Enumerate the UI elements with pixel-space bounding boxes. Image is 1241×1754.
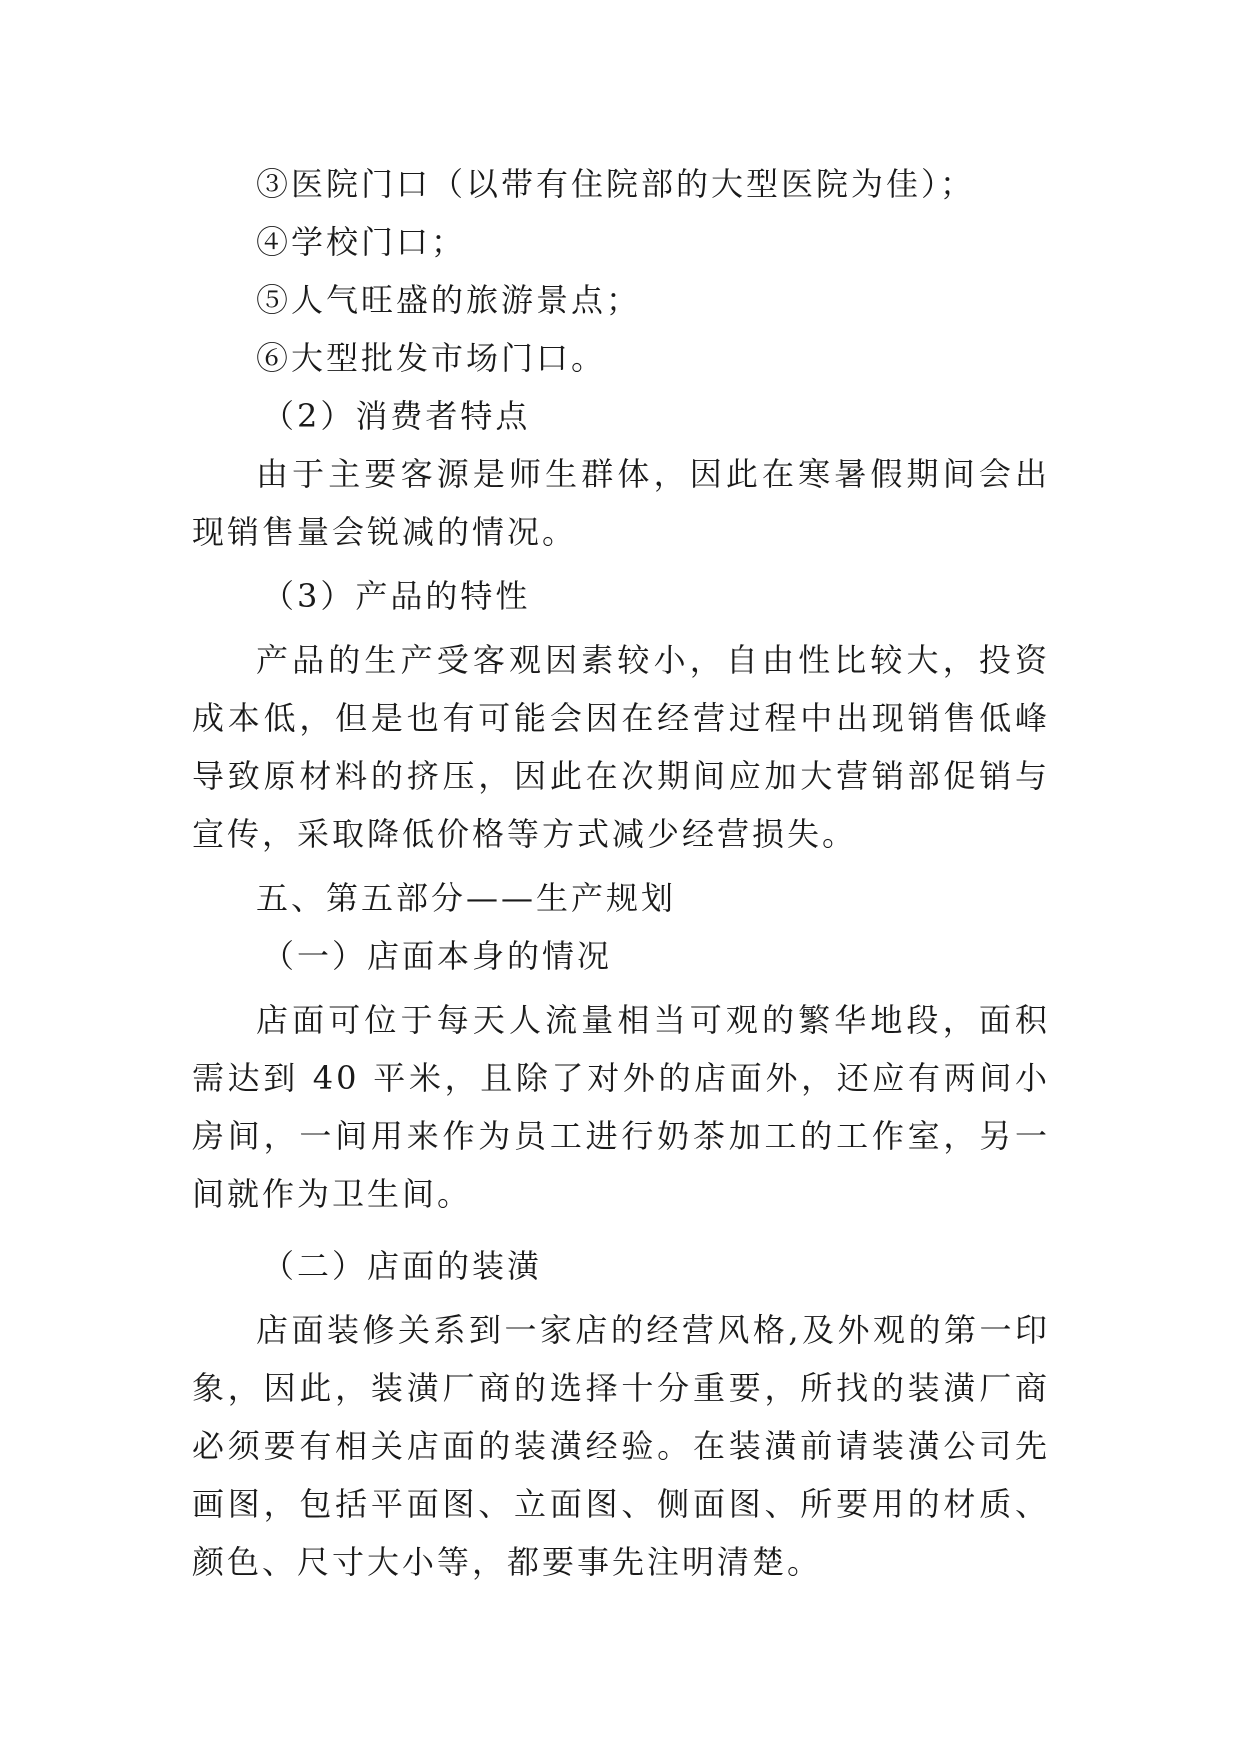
section-heading-product: （3）产品的特性 xyxy=(262,577,531,615)
list-item-hospital: ③医院门口（以带有住院部的大型医院为佳）； xyxy=(256,165,976,203)
paragraph-decoration: 店面装修关系到一家店的经营风格,及外观的第一印象，因此，装潢厂商的选择十分重要，所找的装潢厂商必须要有相关店面的装潢经验。在装潢前请装潢公司先画图，包括平面图、立面图、侧面图、所要用的材质、颜色、尺寸大小等，都要事先注明清楚。 xyxy=(192,1311,1050,1581)
paragraph-storefront: 店面可位于每天人流量相当可观的繁华地段，面积需达到 40 平米，且除了对外的店面外，还应有两间小房间，一间用来作为员工进行奶茶加工的工作室，另一间就作为卫生间。 xyxy=(192,1001,1050,1213)
list-item-tourist-spot: ⑤人气旺盛的旅游景点； xyxy=(256,281,642,319)
list-item-school: ④学校门口； xyxy=(256,223,467,261)
document-body xyxy=(192,155,1050,1591)
paragraph-product: 产品的生产受客观因素较小，自由性比较大，投资成本低，但是也有可能会因在经营过程中出现销售低峰导致原材料的挤压，因此在次期间应加大营销部促销与宣传，采取降低价格等方式减少经营损失。 xyxy=(192,641,1050,853)
section-heading-consumer: （2）消费者特点 xyxy=(262,397,531,435)
subsection-heading-decoration: （二）店面的装潢 xyxy=(262,1247,543,1285)
part-heading-production: 五、第五部分——生产规划 xyxy=(256,879,677,917)
paragraph-consumer: 由于主要客源是师生群体，因此在寒暑假期间会出现销售量会锐减的情况。 xyxy=(192,455,1050,551)
list-item-wholesale-market: ⑥大型批发市场门口。 xyxy=(256,339,607,377)
subsection-heading-storefront: （一）店面本身的情况 xyxy=(262,937,613,975)
